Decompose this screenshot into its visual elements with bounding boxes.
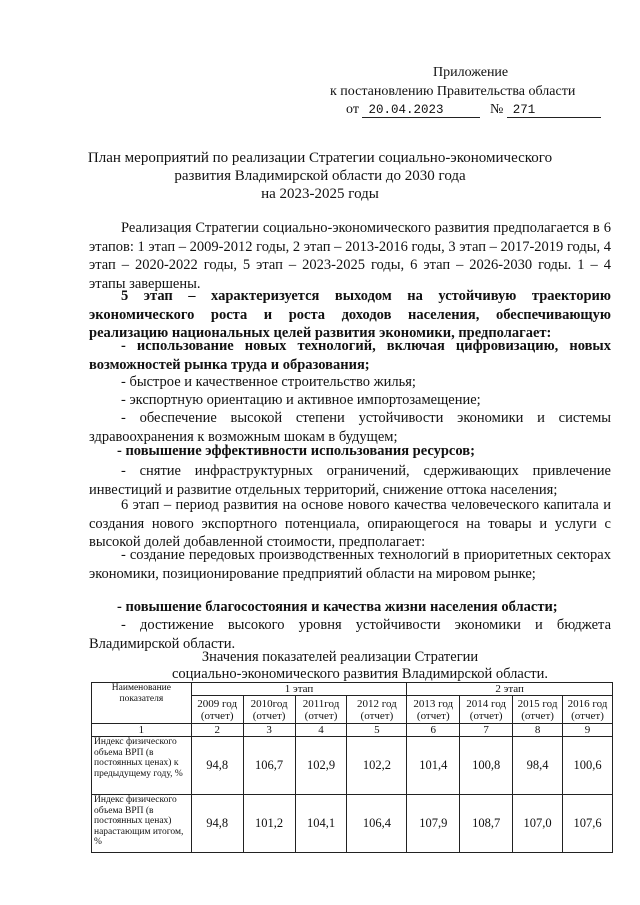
number-label: № <box>489 102 504 117</box>
year-header: 2013 год (отчет) <box>407 696 460 724</box>
indicator-value: 104,1 <box>295 795 347 853</box>
year-header: 2010год (отчет) <box>243 696 295 724</box>
year-header: 2016 год (отчет) <box>563 696 613 724</box>
stage5-item-efficiency: - повышение эффективности использования ресурсов; <box>117 443 475 459</box>
stage6-paragraph: 6 этап – период развития на основе нового качества человеческого капитала и создания нового экспортного потенциала, опирающегося на товары и услуги с высокой долей добавленной стоимости, предполагает: <box>89 497 611 550</box>
column-number-row <box>92 724 613 737</box>
decree-number: 271 <box>507 103 601 118</box>
appendix-label: Приложение <box>433 65 509 80</box>
stage6-item-welfare: - повышение благосостояния и качества жизни населения области; <box>117 599 558 615</box>
table-row <box>92 737 613 795</box>
indicator-value: 94,8 <box>191 737 243 795</box>
year-header: 2011год (отчет) <box>295 696 347 724</box>
indicator-value: 106,7 <box>243 737 295 795</box>
decree-date-line <box>346 102 601 118</box>
stage5-item-technologies: - использование новых технологий, включая цифровизацию, новых возможностей рынка труда и образования; <box>89 338 611 373</box>
table-header-row-stages <box>92 683 613 696</box>
indicator-name-header: Наименование показателя <box>92 683 192 724</box>
year-header: 2015 год (отчет) <box>513 696 563 724</box>
table-title-line-1: Значения показателей реализации Стратегии <box>201 649 479 665</box>
from-label: от <box>346 102 359 117</box>
column-number: 1 <box>92 724 192 737</box>
decree-date: 20.04.2023 <box>362 103 480 118</box>
plan-title-line-1: План мероприятий по реализации Стратегии социально-экономического <box>87 150 553 166</box>
column-number: 5 <box>347 724 407 737</box>
indicator-value: 102,2 <box>347 737 407 795</box>
column-number: 9 <box>563 724 613 737</box>
decree-reference: к постановлению Правительства области <box>330 84 576 99</box>
indicator-value: 107,0 <box>513 795 563 853</box>
stage6-item-stability: - достижение высокого уровня устойчивости экономики и бюджета Владимирской области. <box>89 617 611 652</box>
year-header: 2012 год (отчет) <box>347 696 407 724</box>
stage5-item-housing: - быстрое и качественное строительство жилья; <box>121 374 416 390</box>
stages-intro-paragraph: Реализация Стратегии социально-экономического развития предполагается в 6 этапов: 1 этап – 2009-2012 годы, 2 этап – 2013-2016 годы, 3 этап – 2017-2019 годы, 4 этап – 2020-2022 годы, 5 этап – 2023-2025 годы, 6 этап – 2026-2030 годы. 1 – 4 этапы завершены. <box>89 220 611 292</box>
indicator-value: 100,6 <box>563 737 613 795</box>
column-number: 2 <box>191 724 243 737</box>
indicator-name: Индекс физического объема ВРП (в постоянных ценах) к предыдущему году, % <box>92 737 192 795</box>
table-row <box>92 795 613 853</box>
indicator-value: 100,8 <box>460 737 513 795</box>
column-number: 6 <box>407 724 460 737</box>
plan-title-line-3: на 2023-2025 годы <box>261 186 379 202</box>
column-number: 3 <box>243 724 295 737</box>
indicator-value: 101,4 <box>407 737 460 795</box>
indicator-value: 94,8 <box>191 795 243 853</box>
stage5-item-resilience: - обеспечение высокой степени устойчивости экономики и системы здравоохранения к возможным шокам в будущем; <box>89 410 611 445</box>
indicator-name: Индекс физического объема ВРП (в постоянных ценах) нарастающим итогом, % <box>92 795 192 853</box>
stage5-item-infrastructure: - снятие инфраструктурных ограничений, сдерживающих привлечение инвестиций и развитие отдельных территорий, снижение оттока населения; <box>89 463 611 498</box>
column-number: 7 <box>460 724 513 737</box>
year-header: 2014 год (отчет) <box>460 696 513 724</box>
indicator-value: 108,7 <box>460 795 513 853</box>
indicator-value: 107,9 <box>407 795 460 853</box>
plan-title-line-2: развития Владимирской области до 2030 года <box>174 168 466 184</box>
stage6-item-technologies: - создание передовых производственных технологий в приоритетных секторах экономики, позиционирование предприятий области на мировом рынке; <box>89 547 611 582</box>
indicators-table <box>91 682 613 853</box>
year-header: 2009 год (отчет) <box>191 696 243 724</box>
indicator-value: 101,2 <box>243 795 295 853</box>
stage-2-header: 2 этап <box>407 683 613 696</box>
stage-1-header: 1 этап <box>191 683 407 696</box>
stage5-item-export: - экспортную ориентацию и активное импортозамещение; <box>121 392 481 408</box>
column-number: 4 <box>295 724 347 737</box>
indicator-value: 98,4 <box>513 737 563 795</box>
indicator-value: 102,9 <box>295 737 347 795</box>
column-number: 8 <box>513 724 563 737</box>
indicator-value: 106,4 <box>347 795 407 853</box>
stage5-paragraph: 5 этап – характеризуется выходом на устойчивую траекторию экономического роста и роста доходов населения, обеспечивающую реализацию национальных целей развития экономики, предполагает: <box>89 288 611 341</box>
indicator-value: 107,6 <box>563 795 613 853</box>
table-title-line-2: социально-экономического развития Владимирской области. <box>171 666 548 682</box>
